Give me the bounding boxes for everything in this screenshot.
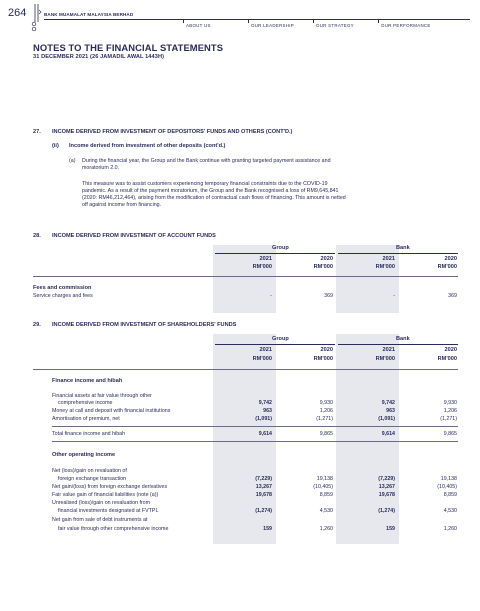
subtotal-rule [52,426,458,427]
table-cell: (1,091) [378,416,395,422]
table-cell: - [393,293,395,299]
row-label: foreign exchange transaction [58,476,127,482]
group-underline [215,344,335,345]
row-label: fair value through other comprehensive income [58,526,169,532]
bank-underline [338,253,458,254]
row-label: Money at call and deposit with financial institutions [52,408,171,414]
paragraph-line: pandemic. As a result of the payment moratorium, the Group and the Bank recognised a loss of RM9,645,841 [82,188,339,195]
table-cell: 159 [386,526,395,532]
note-28-heading: INCOME DERIVED FROM INVESTMENT OF ACCOUNT FUNDS [52,233,216,239]
table-cell: 4,530 [443,508,457,514]
col-year: 2020 [444,347,457,353]
table-cell: 963 [386,408,395,414]
table-cell: 963 [263,408,272,414]
note-27-sub-marker: (ii) [52,143,59,149]
col-year: 2021 [259,347,272,353]
page-title: NOTES TO THE FINANCIAL STATEMENTS [33,42,224,53]
col-unit: RM'000 [252,356,272,362]
row-label: Net gain from sale of debt instruments at [52,517,148,523]
table-cell: (1,271) [316,416,333,422]
table-cell: 9,865 [319,431,333,437]
table-cell: (1,274) [255,508,272,514]
nav-our-performance[interactable]: OUR PERFORMANCE [381,23,431,28]
nav-divider [248,19,249,23]
table-cell: 9,614 [381,431,395,437]
table-cell: 1,260 [443,526,457,532]
row-label: financial investments designated at FVTPL [58,508,159,514]
col-year: 2021 [382,347,395,353]
bank-underline [338,344,458,345]
col-unit: RM'000 [375,356,395,362]
table-cell: 1,206 [319,408,333,414]
table-cell: 9,614 [258,431,272,437]
table-cell: (7,229) [255,476,272,482]
table-cell: (10,405) [313,484,333,490]
section-label: Finance income and hibah [52,378,123,384]
table-header-rule [33,369,458,370]
row-label: Total finance income and hibah [52,431,126,437]
note-27-number: 27. [33,129,41,135]
row-label: Financial assets at fair value through other [52,393,152,399]
table-cell: 9,742 [381,400,395,406]
table-cell: 1,260 [319,526,333,532]
bank-logo-icon [31,2,43,32]
col-unit: RM'000 [437,264,457,270]
nav-divider [313,19,314,23]
group-underline [215,253,335,254]
col-unit: RM'000 [313,356,333,362]
table-cell: 19,138 [440,476,457,482]
nav-our-strategy[interactable]: OUR STRATEGY [316,23,354,28]
col-unit: RM'000 [375,264,395,270]
paragraph-line: moratorium 2.0. [82,165,120,172]
page-subtitle: 31 DECEMBER 2021 (26 JAMADIL AWAL 1443H) [33,54,165,60]
paragraph-line: off against income from financing. [82,202,162,209]
table-cell: 369 [448,293,457,299]
table-cell: 13,267 [378,484,395,490]
table-cell: (1,274) [378,508,395,514]
section-label: Other operating income [52,452,116,458]
table-cell: 4,530 [319,508,333,514]
note-28-number: 28. [33,233,41,239]
bank-name: BANK MUAMALAT MALAYSIA BERHAD [44,12,134,17]
row-label: Net gain/(loss) from foreign exchange derivatives [52,484,168,490]
note-27-item-marker: (a) [69,158,76,164]
page-header [0,0,480,40]
group-label: Group [272,336,289,342]
table-cell: 159 [263,526,272,532]
col-unit: RM'000 [252,264,272,270]
table-cell: 9,930 [443,400,457,406]
col-year: 2021 [259,256,272,262]
col-year: 2020 [320,256,333,262]
paragraph-line: This measure was to assist customers experiencing temporary financial constraints due to the COVID-19 [82,181,328,187]
note-27-paragraph-1 [82,158,447,172]
nav-divider [378,19,379,23]
nav-about-us[interactable]: ABOUT US [186,23,211,28]
col-year: 2020 [320,347,333,353]
table-cell: 19,138 [316,476,333,482]
table-cell: - [270,293,272,299]
note-29-heading: INCOME DERIVED FROM INVESTMENT OF SHAREHOLDERS' FUNDS [52,322,237,328]
page-number: 264 [8,7,27,19]
row-label: Service charges and fees [33,293,93,299]
table-cell: (1,091) [255,416,272,422]
row-label: Net (loss)/gain on revaluation of [52,468,127,474]
note-27-heading: INCOME DERIVED FROM INVESTMENT OF DEPOSITORS' FUNDS AND OTHERS (CONT'D.) [52,129,293,135]
row-label: Amortisation of premium, net [52,416,120,422]
table-cell: (1,271) [440,416,457,422]
note-29-number: 29. [33,322,41,328]
nav-divider [183,19,184,23]
table-cell: (7,229) [378,476,395,482]
table-header-rule [33,276,458,277]
paragraph-line: During the financial year, the Group and the Bank continue with granting targeted payment assistance and [82,158,331,164]
table-cell: 19,678 [378,492,395,498]
col-unit: RM'000 [437,356,457,362]
row-label: comprehensive income [58,400,113,406]
row-label: Unrealised (loss)/gain on revaluation from [52,500,151,506]
bank-label: Bank [396,336,410,342]
table-cell: 8,859 [443,492,457,498]
group-label: Group [272,245,289,251]
table-cell: 13,267 [255,484,272,490]
table-cell: (10,405) [437,484,457,490]
table-cell: 1,206 [443,408,457,414]
total-rule [52,441,458,442]
note-27-sub-heading: Income derived from investment of other deposits (cont'd.) [69,143,226,149]
section-label: Fees and commission [33,285,92,291]
bank-label: Bank [396,245,410,251]
header-divider [44,19,470,20]
table-cell: 19,678 [255,492,272,498]
table-cell: 9,742 [258,400,272,406]
note-27-paragraph-2 [82,181,447,209]
col-unit: RM'000 [313,264,333,270]
nav-our-leadership[interactable]: OUR LEADERSHIP [251,23,294,28]
col-year: 2021 [382,256,395,262]
row-label: Fair value gain of financial liabilities (note (a)) [52,492,159,498]
table-cell: 369 [324,293,333,299]
table-cell: 9,930 [319,400,333,406]
table-cell: 8,859 [319,492,333,498]
col-year: 2020 [444,256,457,262]
table-cell: 9,865 [443,431,457,437]
paragraph-line: (2020: RM46,212,464), arising from the modification of contractual cash flows of financing. This amount is netted [82,195,346,202]
